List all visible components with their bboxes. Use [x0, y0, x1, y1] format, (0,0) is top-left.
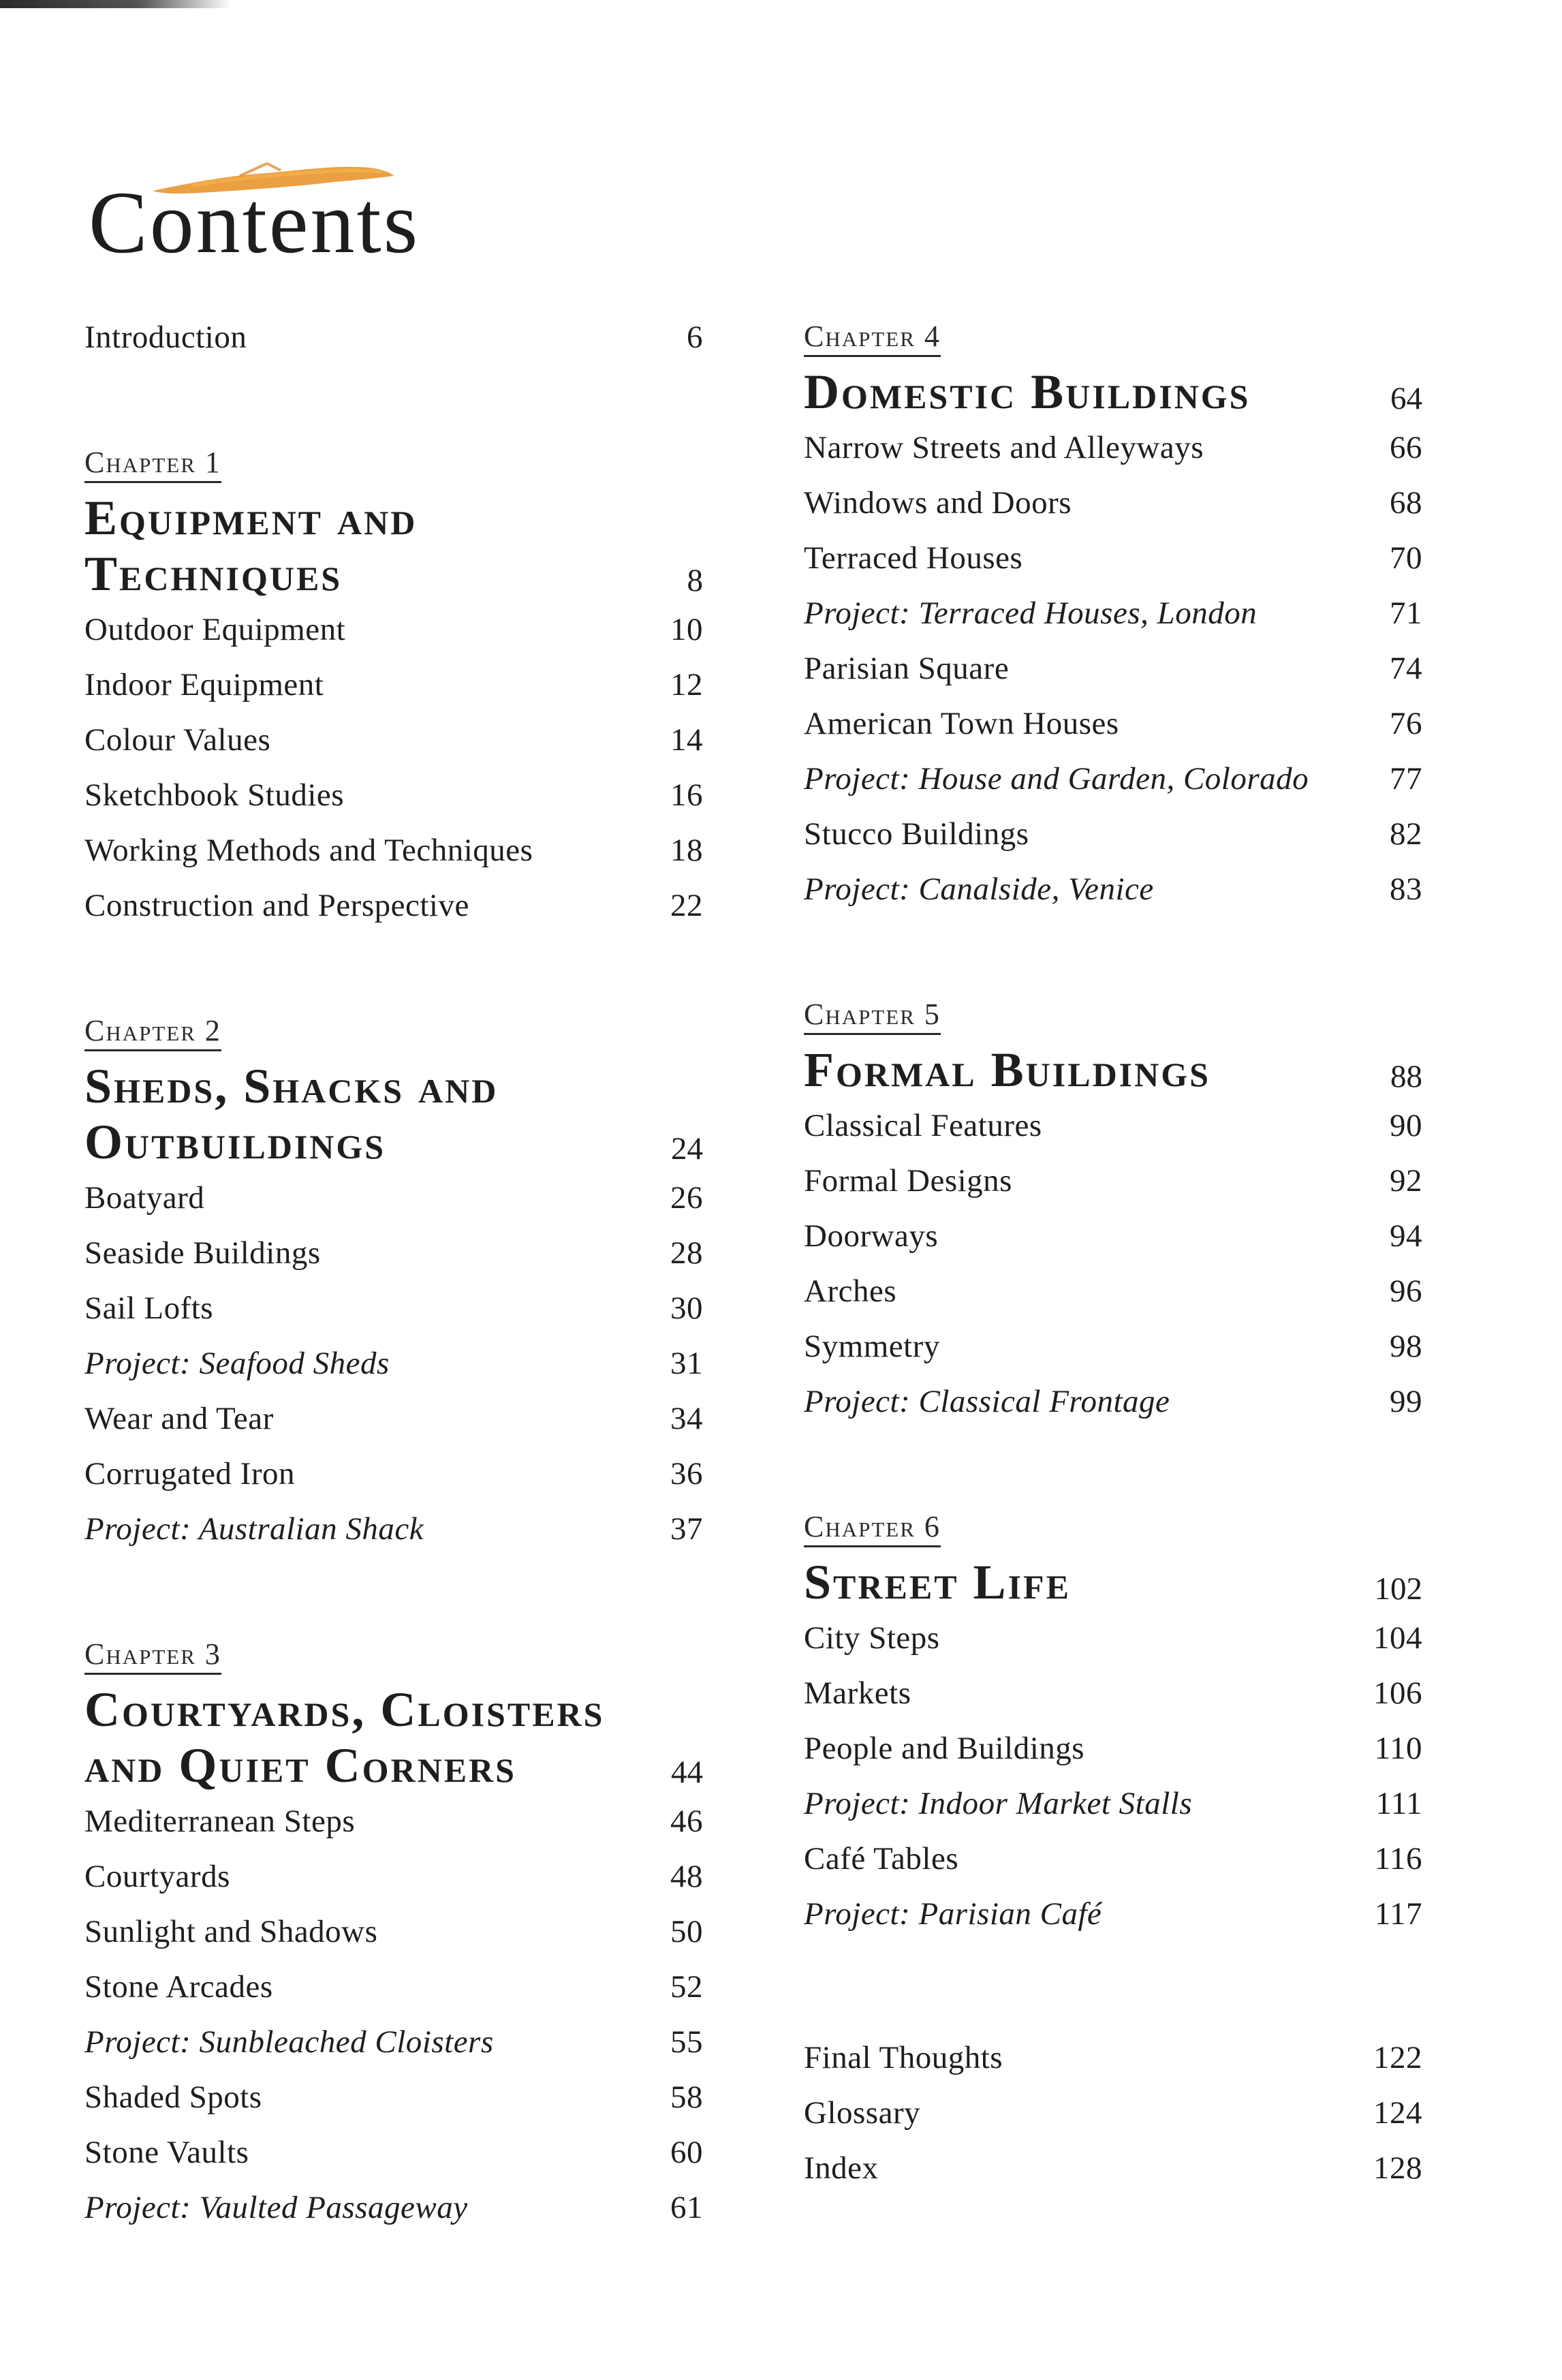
- chapter-5: [804, 997, 1422, 1438]
- chapter-title: Courtyards, Cloisters and Quiet Corners: [84, 1682, 605, 1793]
- chapter-label: Chapter 1: [84, 445, 221, 483]
- toc-entry-project[interactable]: Project: Sunbleached Cloisters 55: [84, 2024, 703, 2060]
- chapter-label: Chapter 5: [804, 997, 941, 1035]
- toc-entry-project[interactable]: Project: Canalside, Venice 83: [804, 871, 1422, 907]
- toc-entry[interactable]: Indoor Equipment 12: [84, 667, 703, 702]
- chapter-title: Domestic Buildings: [804, 365, 1251, 419]
- toc-entry[interactable]: Sunlight and Shadows 50: [84, 1914, 703, 1949]
- chapter-page: 102: [1374, 1571, 1422, 1607]
- toc-entry[interactable]: Courtyards 48: [84, 1859, 703, 1894]
- toc-entry[interactable]: Outdoor Equipment 10: [84, 612, 703, 647]
- toc-entry-project[interactable]: Project: Classical Frontage 99: [804, 1384, 1422, 1419]
- chapter-heading[interactable]: [84, 1682, 703, 1793]
- toc-entry[interactable]: Sketchbook Studies 16: [84, 777, 703, 813]
- chapter-1: [84, 445, 703, 942]
- toc-entry[interactable]: American Town Houses 76: [804, 706, 1422, 741]
- toc-entry[interactable]: Terraced Houses 70: [804, 540, 1422, 576]
- toc-entry[interactable]: Colour Values 14: [84, 722, 703, 758]
- toc-entry[interactable]: City Steps 104: [804, 1620, 1422, 1656]
- entry-label: Introduction: [84, 320, 247, 355]
- toc-entry-project[interactable]: Project: Vaulted Passageway 61: [84, 2190, 703, 2225]
- toc-entry[interactable]: Windows and Doors 68: [804, 485, 1422, 521]
- toc-entry[interactable]: Narrow Streets and Alleyways 66: [804, 430, 1422, 465]
- toc-entry-final-thoughts[interactable]: Final Thoughts 122: [804, 2040, 1422, 2075]
- chapter-heading[interactable]: [804, 1554, 1422, 1610]
- chapter-3: [84, 1637, 703, 2244]
- toc-entry[interactable]: Shaded Spots 58: [84, 2080, 703, 2115]
- chapter-page: 8: [687, 563, 703, 598]
- chapter-page: 44: [671, 1755, 703, 1790]
- chapter-heading[interactable]: [804, 1042, 1422, 1098]
- toc-entry[interactable]: Stucco Buildings 82: [804, 816, 1422, 852]
- chapter-heading[interactable]: [804, 364, 1422, 420]
- chapter-page: 64: [1390, 381, 1422, 416]
- chapter-page: 24: [671, 1131, 703, 1166]
- toc-entry[interactable]: People and Buildings 110: [804, 1731, 1422, 1766]
- toc-entry-project[interactable]: Project: Terraced Houses, London 71: [804, 596, 1422, 631]
- contents-left-column: [84, 319, 703, 2244]
- toc-entry[interactable]: Arches 96: [804, 1273, 1422, 1309]
- chapter-heading[interactable]: [84, 490, 703, 602]
- chapter-label: Chapter 3: [84, 1637, 221, 1675]
- chapter-label: Chapter 4: [804, 319, 941, 357]
- toc-entry[interactable]: Stone Arcades 52: [84, 1969, 703, 2005]
- chapter-title: Formal Buildings: [804, 1042, 1210, 1097]
- toc-entry[interactable]: Café Tables 116: [804, 1841, 1422, 1876]
- toc-entry[interactable]: Mediterranean Steps 46: [84, 1804, 703, 1839]
- toc-entry[interactable]: Sail Lofts 30: [84, 1291, 703, 1326]
- chapter-label: Chapter 6: [804, 1509, 941, 1547]
- toc-entry[interactable]: Wear and Tear 34: [84, 1401, 703, 1436]
- toc-entry-project[interactable]: Project: Seafood Sheds 31: [84, 1346, 703, 1381]
- toc-entry[interactable]: Formal Designs 92: [804, 1163, 1422, 1199]
- back-matter: [804, 2039, 1422, 2205]
- chapter-page: 88: [1390, 1059, 1422, 1094]
- chapter-heading[interactable]: [84, 1058, 703, 1170]
- toc-entry[interactable]: Parisian Square 74: [804, 651, 1422, 686]
- toc-entry-introduction[interactable]: [84, 319, 703, 374]
- toc-entry[interactable]: Corrugated Iron 36: [84, 1456, 703, 1492]
- toc-entry-project[interactable]: Project: Australian Shack 37: [84, 1511, 703, 1547]
- toc-entry[interactable]: Seaside Buildings 28: [84, 1235, 703, 1271]
- toc-entry[interactable]: Stone Vaults 60: [84, 2135, 703, 2170]
- toc-entry-glossary[interactable]: Glossary 124: [804, 2095, 1422, 2131]
- chapter-title: Equipment and Techniques: [84, 491, 418, 601]
- page-title: Contents: [89, 174, 420, 272]
- toc-entry-project[interactable]: Project: Indoor Market Stalls 111: [804, 1786, 1422, 1821]
- chapter-label: Chapter 2: [84, 1013, 221, 1051]
- toc-entry[interactable]: Symmetry 98: [804, 1329, 1422, 1364]
- toc-entry-project[interactable]: Project: Parisian Café 117: [804, 1896, 1422, 1932]
- chapter-title: Street Life: [804, 1555, 1071, 1609]
- toc-entry[interactable]: Construction and Perspective 22: [84, 888, 703, 923]
- toc-entry[interactable]: Classical Features 90: [804, 1108, 1422, 1143]
- toc-entry[interactable]: Markets 106: [804, 1675, 1422, 1711]
- toc-entry-index[interactable]: Index 128: [804, 2150, 1422, 2186]
- toc-entry[interactable]: Working Methods and Techniques 18: [84, 833, 703, 868]
- toc-entry[interactable]: Doorways 94: [804, 1218, 1422, 1254]
- page-edge-shadow: [0, 0, 232, 8]
- chapter-2: [84, 1013, 703, 1566]
- chapter-6: [804, 1509, 1422, 1951]
- chapter-4: [804, 319, 1422, 926]
- chapter-title: Sheds, Shacks and Outbuildings: [84, 1059, 499, 1169]
- toc-entry-project[interactable]: Project: House and Garden, Colorado 77: [804, 761, 1422, 797]
- contents-right-column: [804, 319, 1422, 2205]
- toc-entry[interactable]: Boatyard 26: [84, 1180, 703, 1216]
- entry-page: 6: [687, 320, 703, 355]
